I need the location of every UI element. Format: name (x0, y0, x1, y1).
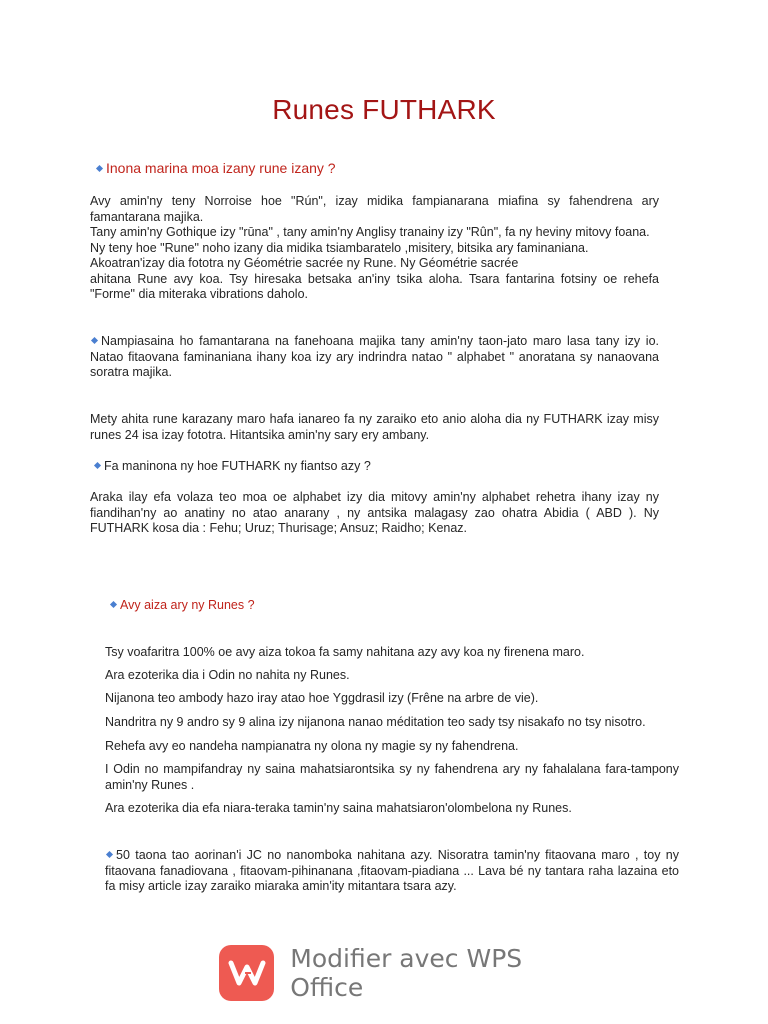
section-heading-text: Inona marina moa izany rune izany ? (106, 160, 336, 176)
paragraph: Tany amin'ny Gothique izy "rūna" , tany amin'ny Anglisy tranainy izy "Rûn", fa ny heviny mitovy foana. (90, 225, 650, 239)
paragraph: Akoatran'izay dia fototra ny Géométrie sacrée ny Rune. Ny Géométrie sacrée (90, 256, 519, 270)
section-heading (109, 598, 659, 614)
section-body (105, 848, 679, 895)
list-item: Tsy voafaritra 100% oe avy aiza tokoa fa samy nahitana azy avy koa ny firenena maro. (105, 645, 585, 659)
page-title: Runes FUTHARK (272, 94, 496, 125)
section-body (90, 412, 659, 443)
section-heading (95, 161, 665, 178)
diamond-bullet-icon (110, 601, 117, 608)
list-item: Ara ezoterika dia efa niara-teraka tamin'ny saina mahatsiaron'olombelona ny Runes. (105, 801, 572, 815)
list-item: Ara ezoterika dia i Odin no nahita ny Runes. (105, 668, 350, 682)
wps-logo-icon (219, 945, 274, 1001)
diamond-bullet-icon (91, 337, 98, 344)
section-heading (93, 459, 663, 475)
list-item: I Odin no mampifandray ny saina mahatsiarontsika sy ny fahendrena ary ny fahalalana fara-tampony amin'ny Runes . (105, 762, 679, 792)
list-item: Nandritra ny 9 andro sy 9 alina izy nijanona nanao méditation teo sady tsy nisakafo no tsy nisotro. (105, 715, 646, 729)
section-heading-text: Fa maninona ny hoe FUTHARK ny fiantso azy ? (104, 459, 371, 473)
diamond-bullet-icon (94, 462, 101, 469)
diamond-bullet-icon (96, 165, 103, 172)
paragraph: Avy amin'ny teny Norroise hoe "Rún", izay midika fampianarana miafina sy fahendrena ary famantarana majika. (90, 194, 659, 224)
paragraph: 50 taona tao aorinan'i JC no nanomboka nahitana azy. Nisoratra tamin'ny fitaovana maro , toy ny fitaovana fanadiovana , fitaovam-pihinanana ,fitaovam-piadiana ... Lava bé ny tantara raha lazaina eto fa misy article izay zaraiko miaraka amin'ity mitantara tsara azy. (105, 848, 679, 893)
section-heading-text: Avy aiza ary ny Runes ? (120, 598, 255, 612)
edit-with-wps-button[interactable] (219, 943, 599, 1003)
diamond-bullet-icon (106, 851, 113, 858)
list-item: Nijanona teo ambody hazo iray atao hoe Yggdrasil izy (Frêne na arbre de vie). (105, 691, 539, 705)
paragraph: Ny teny hoe "Rune" noho izany dia midika tsiambaratelo ,misitery, bitsika ary faminaniana. (90, 240, 589, 255)
footer-label: Modifier avec WPS Office (290, 944, 523, 1002)
list-item: Rehefa avy eo nandeha nampianatra ny olona ny magie sy ny fahendrena. (105, 739, 519, 753)
section-body (90, 334, 659, 381)
section-body (90, 194, 659, 303)
paragraph: Mety ahita rune karazany maro hafa ianareo fa ny zaraiko eto anio aloha dia ny FUTHARK izay misy runes 24 isa izay fototra. Hitantsika amin'ny sary ery ambany. (90, 412, 659, 442)
paragraph: Araka ilay efa volaza teo moa oe alphabet izy dia mitovy amin'ny alphabet rehetra ihany izay ny fiandihan'ny ao anatiny no atao anarany , ny antsika malagasy zao ohatra Abidia ( ABD ). Ny FUTHARK kosa dia : Fehu; Uruz; Thurisage; Ansuz; Raidho; Kenaz. (90, 490, 659, 535)
section-body (90, 490, 659, 537)
paragraph: Nampiasaina ho famantarana na fanehoana majika tany amin'ny taon-jato maro lasa tany izy io. Natao fitaovana faminaniana ihany koa izy ary indrindra natao " alphabet " anoratana sy nanaovana soratra majika. (90, 334, 659, 379)
paragraph: ahitana Rune avy koa. Tsy hiresaka betsaka an'iny tsika aloha. Tsara fantarina fotsiny oe rehefa "Forme" dia miteraka vibrations daholo. (90, 271, 659, 301)
